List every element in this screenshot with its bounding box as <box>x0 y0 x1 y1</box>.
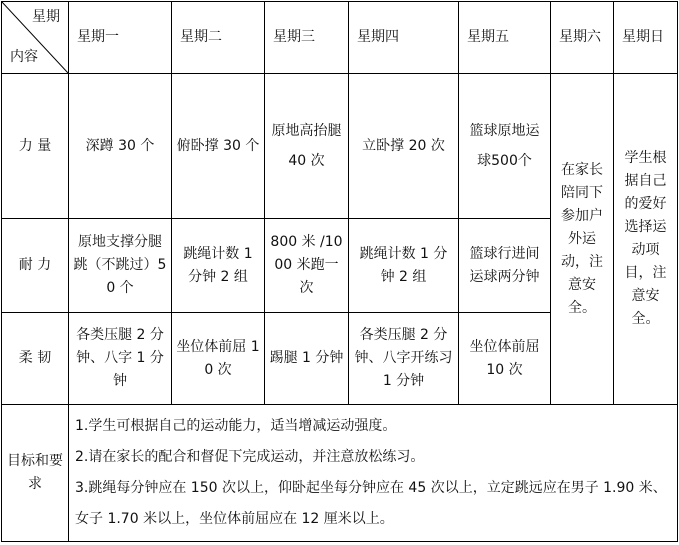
category-strength: 力 量 <box>2 74 69 219</box>
day-header-sun: 星期日 <box>614 2 678 74</box>
day-header-mon: 星期一 <box>69 2 172 74</box>
strength-wed: 原地高抬腿 40 次 <box>265 74 349 219</box>
strength-fri: 篮球原地运球500个 <box>459 74 551 219</box>
goal-item-3: 3.跳绳每分钟应在 150 次以上，仰卧起坐每分钟应在 45 次以上，立定跳远应在男子 1.90 米、女子 1.70 米以上，坐位体前屈应在 12 厘米以上。 <box>75 480 667 527</box>
sunday-activity: 学生根据自己的爱好选择运动项目，注意安全。 <box>614 74 678 405</box>
strength-tue: 俯卧撑 30 个 <box>172 74 265 219</box>
day-header-wed: 星期三 <box>265 2 349 74</box>
header-row <box>2 2 678 74</box>
flexibility-wed: 踢腿 1 分钟 <box>265 313 349 405</box>
day-header-tue: 星期二 <box>172 2 265 74</box>
strength-thu: 立卧撑 20 次 <box>349 74 459 219</box>
category-endurance: 耐 力 <box>2 219 69 313</box>
goals-row <box>2 405 678 542</box>
endurance-tue: 跳绳计数 1 分钟 2 组 <box>172 219 265 313</box>
day-header-thu: 星期四 <box>349 2 459 74</box>
goals-content <box>69 405 678 542</box>
flexibility-tue: 坐位体前屈 10 次 <box>172 313 265 405</box>
corner-content-label: 内容 <box>10 49 38 65</box>
corner-header-cell <box>2 2 69 74</box>
saturday-activity: 在家长陪同下参加户外运动，注意安全。 <box>551 74 614 405</box>
flexibility-thu: 各类压腿 2 分钟、八字开练习 1 分钟 <box>349 313 459 405</box>
endurance-wed: 800 米 /1000 米跑一次 <box>265 219 349 313</box>
day-header-sat: 星期六 <box>551 2 614 74</box>
day-header-fri: 星期五 <box>459 2 551 74</box>
category-flexibility: 柔 韧 <box>2 313 69 405</box>
exercise-schedule-table <box>1 1 678 542</box>
goal-item-2: 2.请在家长的配合和督促下完成运动，并注意放松练习。 <box>75 449 425 465</box>
strength-mon: 深蹲 30 个 <box>69 74 172 219</box>
corner-day-label: 星期 <box>32 9 60 25</box>
flexibility-fri: 坐位体前屈 10 次 <box>459 313 551 405</box>
endurance-mon: 原地支撑分腿跳（不跳过）50 个 <box>69 219 172 313</box>
endurance-fri: 篮球行进间运球两分钟 <box>459 219 551 313</box>
flexibility-mon: 各类压腿 2 分钟、八字 1 分钟 <box>69 313 172 405</box>
endurance-thu: 跳绳计数 1 分钟 2 组 <box>349 219 459 313</box>
goals-label: 目标和要求 <box>2 405 69 542</box>
strength-row <box>2 74 678 219</box>
goal-item-1: 1.学生可根据自己的运动能力，适当增减运动强度。 <box>75 418 397 434</box>
